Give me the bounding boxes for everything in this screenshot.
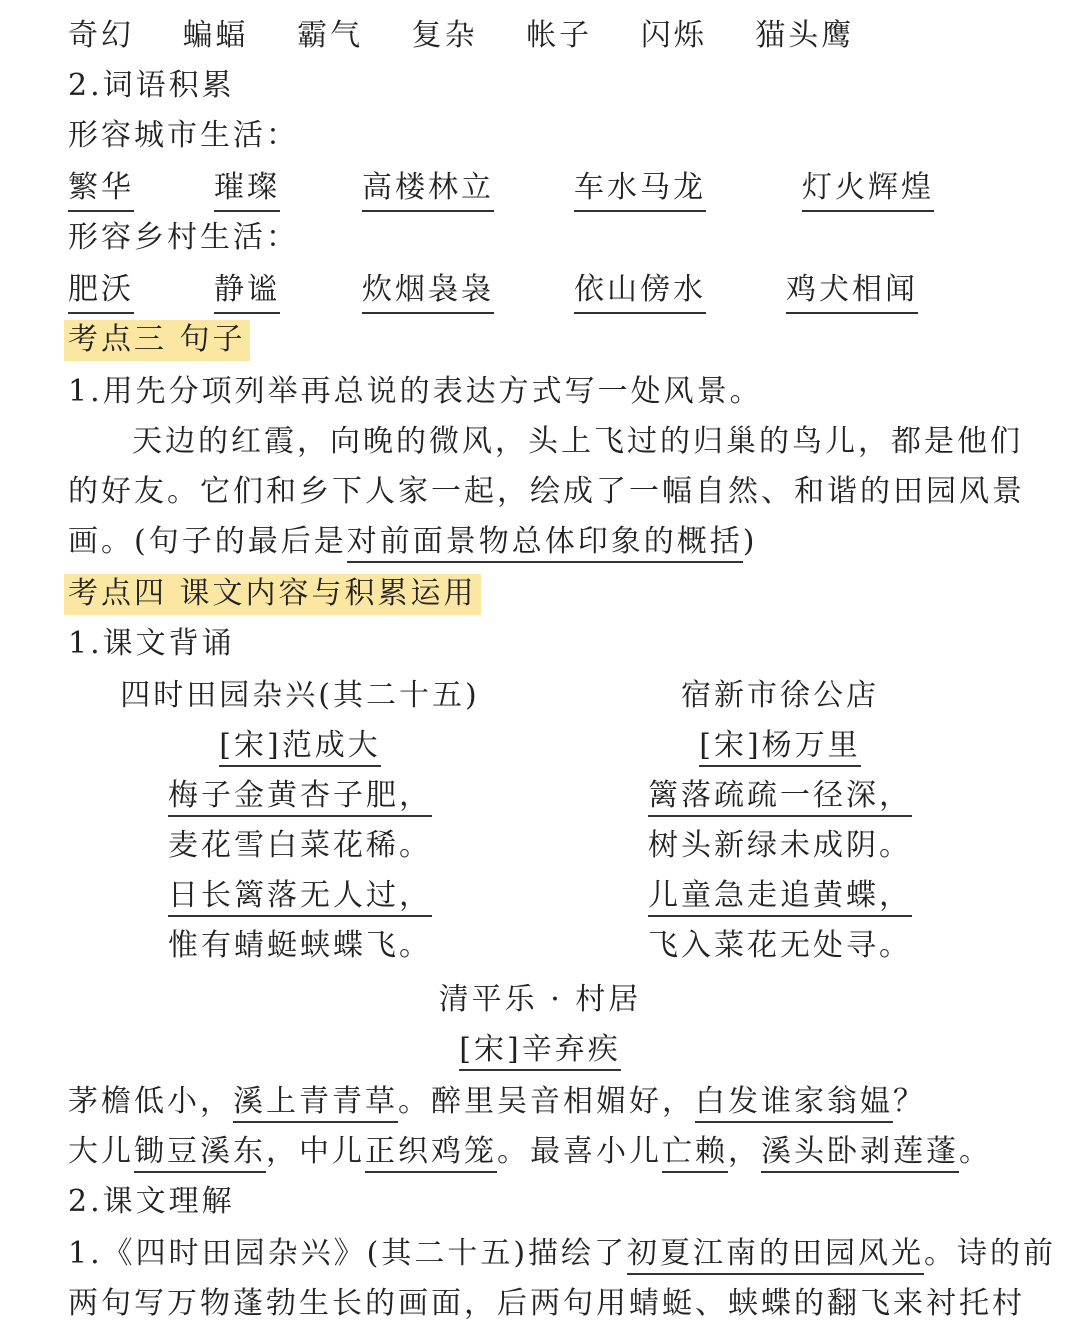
city-label: 形容城市生活：	[68, 118, 299, 153]
city-word: 繁华	[68, 168, 134, 212]
poem1-title: 四时田园杂兴(其二十五)	[120, 678, 480, 713]
poem3-dynasty: [宋]	[459, 1032, 521, 1071]
village-word: 炊烟袅袅	[362, 270, 494, 314]
vocab-word: 闪烁	[640, 18, 707, 53]
poem1-line	[100, 776, 500, 816]
poem2-dynasty: [宋]	[699, 728, 761, 767]
poem2-line: 飞入菜花无处寻。	[648, 928, 912, 963]
understand-text: 1.《四时田园杂兴》(其二十五)描绘了	[68, 1236, 628, 1271]
section-heading: 2.词语积累	[68, 68, 235, 103]
kp4-heading-text: 考点四 课文内容与积累运用	[64, 574, 481, 615]
poem3-author: 辛弃疾	[522, 1032, 621, 1071]
poem3-text: 。	[959, 1134, 992, 1169]
poem2-line: 树头新绿未成阴。	[648, 828, 912, 863]
poem2-line-text: 儿童急走追黄蝶，	[648, 878, 912, 917]
poem2-line	[580, 776, 980, 816]
poem3-text: ，	[728, 1134, 761, 1169]
poem2-line	[580, 876, 980, 916]
poem3-text: 。最喜小儿	[497, 1134, 662, 1169]
understand-heading: 2.课文理解	[68, 1184, 235, 1219]
kp3-heading-text: 考点三 句子	[64, 320, 250, 361]
vocab-word: 奇幻	[68, 18, 134, 53]
poem2-title: 宿新市徐公店	[681, 678, 879, 713]
poem3-line1	[68, 1082, 926, 1122]
city-word: 灯火辉煌	[802, 168, 934, 212]
poem3-line2	[68, 1132, 992, 1172]
understand-line2: 两句写万物蓬勃生长的画面，后两句用蜻蜓、蛱蝶的翻飞来衬托村	[68, 1286, 1025, 1321]
poem1-line-text: 日长篱落无人过，	[168, 878, 432, 917]
vocab-word: 复杂	[411, 18, 478, 53]
poem3-underlined: 亡赖	[662, 1134, 728, 1173]
poem3-text: 。醉里吴音相媚好，	[398, 1084, 695, 1119]
poem3-text: ，中儿	[266, 1134, 365, 1169]
poem3-underlined: 溪头卧剥莲蓬	[761, 1134, 959, 1173]
poem3-underlined: 溪上青青草	[233, 1084, 398, 1123]
kp4-heading	[64, 574, 481, 614]
kp4-recite: 1.课文背诵	[68, 626, 235, 661]
kp3-text: )	[742, 524, 758, 559]
kp3-question: 1.用先分项列举再总说的表达方式写一处风景。	[68, 374, 763, 409]
kp3-underlined: 对前面景物总体印象的概括	[347, 524, 743, 563]
village-word: 依山傍水	[574, 270, 706, 314]
city-word: 璀璨	[214, 168, 280, 212]
understand-line2-clip	[0, 1284, 1080, 1324]
vocab-word: 霸气	[297, 18, 364, 53]
poem3-underlined: 锄豆溪东	[134, 1134, 266, 1173]
poem1-line: 麦花雪白菜花稀。	[168, 828, 432, 863]
poem3-underlined: 正织鸡笼	[365, 1134, 497, 1173]
poem1-dynasty: [宋]	[219, 728, 281, 767]
kp3-paragraph-line2: 的好友。它们和乡下人家一起，绘成了一幅自然、和谐的田园风景	[68, 474, 1025, 509]
village-word: 鸡犬相闻	[786, 270, 918, 314]
village-word: 肥沃	[68, 270, 134, 314]
poem1-line	[100, 876, 500, 916]
poem3-author-line	[340, 1030, 740, 1070]
village-label: 形容乡村生活：	[68, 220, 299, 255]
poem2-author-line	[580, 726, 980, 766]
village-word: 静谧	[214, 270, 280, 314]
city-word: 车水马龙	[574, 168, 706, 212]
poem3-title: 清平乐 · 村居	[438, 982, 642, 1017]
kp3-paragraph-line3	[68, 522, 757, 562]
understand-underlined: 初夏江南的田园风光	[627, 1236, 924, 1275]
poem1-author: 范成大	[282, 728, 381, 767]
vocab-word: 蝙蝠	[182, 18, 249, 53]
poem1-line-text: 梅子金黄杏子肥，	[168, 778, 432, 817]
poem3-text: 大儿	[68, 1134, 134, 1169]
kp3-text: 画。(句子的最后是	[68, 524, 347, 559]
poem2-line-text: 篱落疏疏一径深，	[648, 778, 912, 817]
poem3-underlined: 白发谁家翁媪	[695, 1084, 893, 1123]
understand-text: 。诗的前	[924, 1236, 1057, 1271]
city-word: 高楼林立	[362, 168, 494, 212]
understand-line1	[68, 1234, 1056, 1274]
poem3-text: 茅檐低小，	[68, 1084, 233, 1119]
poem1-author-line	[100, 726, 500, 766]
kp3-paragraph-line1: 天边的红霞，向晚的微风，头上飞过的归巢的鸟儿，都是他们	[132, 424, 1023, 459]
poem1-line: 惟有蜻蜓蛱蝶飞。	[168, 928, 432, 963]
kp3-heading	[64, 320, 250, 360]
vocab-row	[68, 16, 854, 56]
vocab-word: 帐子	[526, 18, 593, 53]
vocab-word: 猫头鹰	[755, 18, 855, 53]
poem2-author: 杨万里	[762, 728, 861, 767]
poem3-text: ？	[893, 1084, 926, 1119]
